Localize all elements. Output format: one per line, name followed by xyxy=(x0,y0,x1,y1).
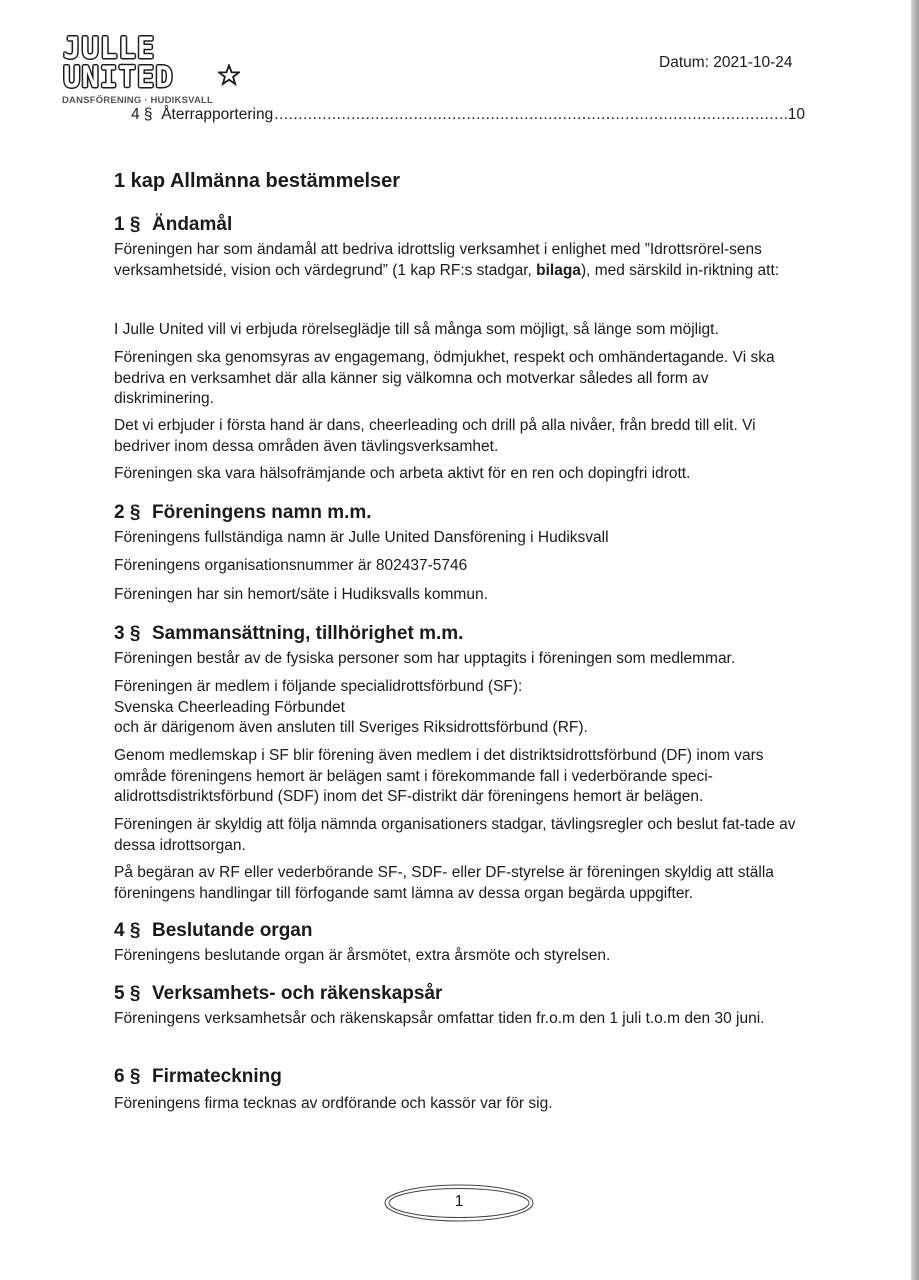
section-heading xyxy=(114,623,463,645)
section-heading xyxy=(114,214,232,236)
section-number: 3 § xyxy=(114,623,141,644)
paragraph: Föreningens beslutande organ är årsmötet, extra årsmöte och styrelsen. xyxy=(114,947,611,964)
section-number: 4 § xyxy=(114,920,141,941)
section-title: Beslutande organ xyxy=(152,920,313,941)
toc-entry xyxy=(131,106,805,124)
logo-line-1: JULLE xyxy=(63,31,156,65)
paragraph: Föreningen är skyldig att följa nämnda organisationers stadgar, tävlingsregler och beslut fat-tade av dessa idrottsorgan. xyxy=(114,816,796,854)
section-number: 1 § xyxy=(114,214,141,235)
paragraph-text: ), med särskild in-riktning att: xyxy=(580,261,780,279)
paragraph-bold-text: bilaga xyxy=(536,261,581,279)
paragraph: Föreningen har sin hemort/säte i Hudiksvalls kommun. xyxy=(114,586,488,603)
paragraph xyxy=(114,240,804,281)
section-heading xyxy=(114,983,442,1005)
chapter-heading: 1 kap Allmänna bestämmelser xyxy=(114,170,401,192)
section-heading xyxy=(114,920,312,942)
section-title: Firmateckning xyxy=(152,1066,282,1087)
logo-line-2: UNITED xyxy=(63,60,174,94)
paragraph-line: Föreningen är medlem i följande specialidrottsförbund (SF): xyxy=(114,678,523,695)
star-icon xyxy=(218,64,240,86)
page-number: 1 xyxy=(454,1193,464,1210)
document-date: Datum: 2021-10-24 xyxy=(659,54,793,71)
paragraph: Föreningens verksamhetsår och räkenskapsår omfattar tiden fr.o.m den 1 juli t.o.m den 30 juni. xyxy=(114,1010,765,1027)
section-number: 5 § xyxy=(114,983,141,1004)
paragraph: Föreningens firma tecknas av ordförande och kassör var för sig. xyxy=(114,1095,553,1112)
page-edge-shadow xyxy=(911,0,919,1280)
section-title: Ändamål xyxy=(152,214,233,235)
logo-line-3: DANSFÖRENING · HUDIKSVALL xyxy=(62,95,214,106)
section-number: 6 § xyxy=(114,1066,141,1087)
section-heading xyxy=(114,1066,282,1088)
paragraph: Föreningens organisationsnummer är 802437-5746 xyxy=(114,557,468,574)
paragraph: Genom medlemskap i SF blir förening även medlem i det distriktsidrottsförbund (DF) inom vars område föreningens hemort är belägen samt i förekommande fall i vederbörande speci-alidrottsdistriktsförbund (SDF) inom det SF-distrikt där föreningens hemort är belägen. xyxy=(114,747,764,805)
paragraph: Föreningens fullständiga namn är Julle United Dansförening i Hudiksvall xyxy=(114,529,609,546)
section-title: Föreningens namn m.m. xyxy=(152,502,372,523)
paragraph: I Julle United vill vi erbjuda rörelseglädje till så många som möjligt, så länge som möjligt. xyxy=(114,321,719,338)
paragraph xyxy=(114,677,804,739)
toc-leader-dots xyxy=(274,106,787,124)
paragraph: Föreningen består av de fysiska personer som har upptagits i föreningen som medlemmar. xyxy=(114,650,736,667)
paragraph-line: Svenska Cheerleading Förbundet xyxy=(114,698,345,716)
paragraph-text: Föreningen har som ändamål att bedriva idrottslig verksamhet i enlighet med ”Idrottsrörel-sens verksamhetsidé, vision och värdegrund” (1 kap RF:s stadgar, xyxy=(114,241,762,279)
toc-page: 10 xyxy=(787,106,805,123)
club-logo xyxy=(60,30,214,110)
paragraph: Föreningen ska vara hälsofrämjande och arbeta aktivt för en ren och dopingfri idrott. xyxy=(114,465,691,482)
toc-number: 4 § xyxy=(131,106,153,123)
section-heading xyxy=(114,502,372,524)
paragraph-line: och är därigenom även ansluten till Sveriges Riksidrottsförbund (RF). xyxy=(114,719,588,736)
toc-label: Återrapportering xyxy=(161,106,274,123)
section-title: Verksamhets- och räkenskapsår xyxy=(152,983,443,1004)
paragraph: Det vi erbjuder i första hand är dans, cheerleading och drill på alla nivåer, från bredd till elit. Vi bedriver inom dessa områden även tävlingsverksamhet. xyxy=(114,417,756,455)
section-number: 2 § xyxy=(114,502,141,523)
paragraph: Föreningen ska genomsyras av engagemang, ödmjukhet, respekt och omhändertagande. Vi ska bedriva en verksamhet där alla känner sig välkomna och motverkar således all form av diskriminering. xyxy=(114,349,775,407)
section-title: Sammansättning, tillhörighet m.m. xyxy=(152,623,464,644)
paragraph: På begäran av RF eller vederbörande SF-, SDF- eller DF-styrelse är föreningen skyldig att ställa föreningens handlingar till förfogande samt lämna av dessa organ begärda uppgifter. xyxy=(114,864,774,902)
